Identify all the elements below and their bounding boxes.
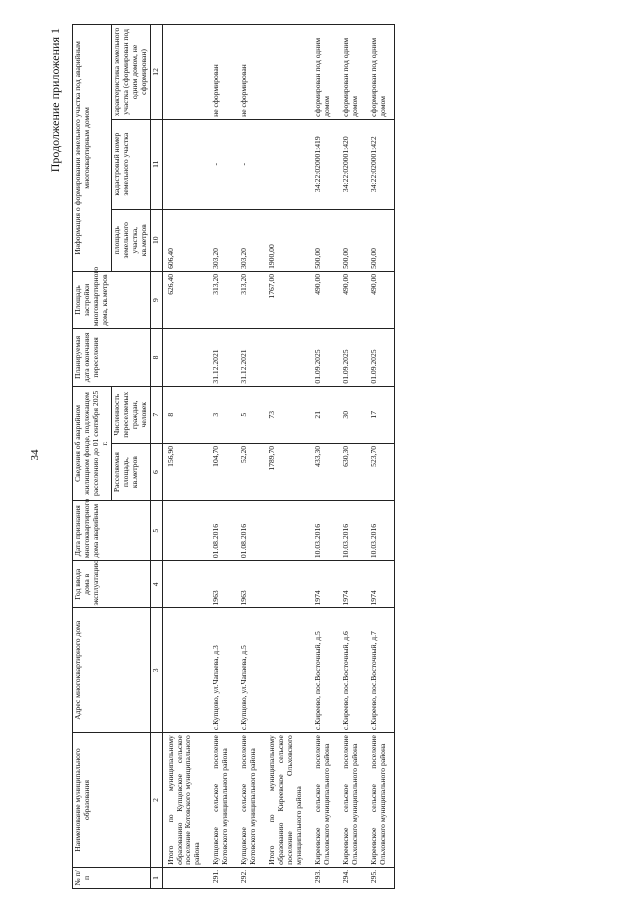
row-number: 291.: [208, 867, 236, 888]
year-cell: 1974: [366, 561, 394, 608]
table-row: [366, 25, 394, 889]
date-emergency-cell: 10.03.2016: [366, 501, 394, 561]
year-cell: [162, 561, 208, 608]
date-emergency-cell: 10.03.2016: [310, 501, 338, 561]
page-number: 34: [29, 449, 41, 461]
people-cell: 17: [366, 386, 394, 443]
people-cell: 5: [236, 386, 264, 443]
area-cell: 630,30: [338, 443, 366, 500]
municipality-cell: Итого по муниципальному образованию Киреевское сельское поселение Ольховского муниципального района: [264, 733, 310, 868]
area-cell: 1789,70: [264, 443, 310, 500]
land-area-cell: 303,20: [208, 209, 236, 271]
land-status-cell: сформирован под одним домом: [310, 25, 338, 120]
date-emergency-cell: 01.08.2016: [236, 501, 264, 561]
column-number: 4: [150, 561, 162, 608]
planned-date-cell: 31.12.2021: [236, 329, 264, 386]
column-number-row: [150, 25, 162, 889]
built-area-cell: 490,00: [366, 271, 394, 328]
column-number: 3: [150, 608, 162, 733]
built-area-cell: 313,20: [236, 271, 264, 328]
table-row: [264, 25, 310, 889]
column-number: 5: [150, 501, 162, 561]
municipality-cell: Киреевское сельское поселение Ольховского муниципального района: [310, 733, 338, 868]
people-cell: 73: [264, 386, 310, 443]
built-area-cell: 626,40: [162, 271, 208, 328]
header-cadastral: кадастровый номер земельного участка: [111, 119, 150, 209]
table-body: [162, 25, 394, 889]
built-area-cell: 313,20: [208, 271, 236, 328]
address-cell: с.Купцово, ул.Чапаева, д.5: [236, 608, 264, 733]
date-emergency-cell: [264, 501, 310, 561]
row-number: [162, 867, 208, 888]
address-cell: [162, 608, 208, 733]
address-cell: с.Киреево, пос.Восточный, д.7: [366, 608, 394, 733]
year-cell: 1963: [208, 561, 236, 608]
header-people: Численность переселяемых граждан, человек: [111, 386, 150, 443]
cadastral-cell: [162, 119, 208, 209]
row-number: [264, 867, 310, 888]
column-number: 10: [150, 209, 162, 271]
appendix-caption: Продолжение приложения 1: [48, 28, 62, 173]
column-number: 1: [150, 867, 162, 888]
people-cell: 8: [162, 386, 208, 443]
column-number: 8: [150, 329, 162, 386]
cadastral-cell: -: [236, 119, 264, 209]
header-built-area: Площадь застройки многоквартирного дома, кв.метров: [73, 271, 151, 328]
column-number: 12: [150, 25, 162, 120]
cadastral-cell: -: [208, 119, 236, 209]
column-number: 2: [150, 733, 162, 868]
cadastral-cell: 34:22:020001:420: [338, 119, 366, 209]
table-row: [208, 25, 236, 889]
land-status-cell: сформирован под одним домом: [338, 25, 366, 120]
column-number: 9: [150, 271, 162, 328]
land-area-cell: 500,00: [310, 209, 338, 271]
table-row: [310, 25, 338, 889]
land-area-cell: 606,40: [162, 209, 208, 271]
planned-date-cell: 01.09.2025: [310, 329, 338, 386]
table-row: [162, 25, 208, 889]
header-land-area: площадь земельного участка, кв.метров: [111, 209, 150, 271]
row-number: 294.: [338, 867, 366, 888]
land-status-cell: сформирован под одним домом: [366, 25, 394, 120]
column-number: 11: [150, 119, 162, 209]
planned-date-cell: 31.12.2021: [208, 329, 236, 386]
header-group-land: Информация о формировании земельного участка под аварийным многоквартирным домом: [73, 25, 112, 272]
people-cell: 3: [208, 386, 236, 443]
date-emergency-cell: 10.03.2016: [338, 501, 366, 561]
address-cell: с.Киреево, пос.Восточный, д.5: [310, 608, 338, 733]
date-emergency-cell: 01.08.2016: [208, 501, 236, 561]
land-status-cell: [264, 25, 310, 120]
header-planned-date: Планируемая дата окончания переселения: [73, 329, 151, 386]
date-emergency-cell: [162, 501, 208, 561]
land-area-cell: 303,20: [236, 209, 264, 271]
header-address: Адрес многоквартирного дома: [73, 608, 151, 733]
built-area-cell: 490,00: [338, 271, 366, 328]
row-number: 292.: [236, 867, 264, 888]
municipality-cell: Киреевское сельское поселение Ольховского муниципального района: [366, 733, 394, 868]
cadastral-cell: [264, 119, 310, 209]
table-header: [73, 25, 163, 889]
land-status-cell: [162, 25, 208, 120]
built-area-cell: 490,00: [310, 271, 338, 328]
year-cell: 1974: [310, 561, 338, 608]
cadastral-cell: 34:22:020001:419: [310, 119, 338, 209]
planned-date-cell: 01.09.2025: [366, 329, 394, 386]
table-row: [338, 25, 366, 889]
area-cell: 156,90: [162, 443, 208, 500]
built-area-cell: 1767,00: [264, 271, 310, 328]
header-date-emergency: Дата признания многоквартирного дома аварийным: [73, 501, 151, 561]
year-cell: 1974: [338, 561, 366, 608]
people-cell: 21: [310, 386, 338, 443]
area-cell: 523,70: [366, 443, 394, 500]
planned-date-cell: [264, 329, 310, 386]
row-number: 295.: [366, 867, 394, 888]
header-number: № п/п: [73, 867, 151, 888]
area-cell: 433,30: [310, 443, 338, 500]
land-area-cell: 500,00: [338, 209, 366, 271]
land-status-cell: не сформирован: [208, 25, 236, 120]
land-area-cell: 1900,00: [264, 209, 310, 271]
column-number: 6: [150, 443, 162, 500]
land-status-cell: не сформирован: [236, 25, 264, 120]
people-cell: 30: [338, 386, 366, 443]
planned-date-cell: 01.09.2025: [338, 329, 366, 386]
table-row: [236, 25, 264, 889]
municipality-cell: Купцовское сельское поселение Котовского муниципального района: [236, 733, 264, 868]
header-land-status: характеристика земельного участка (сформирован под одним домом, не сформирован): [111, 25, 150, 120]
land-area-cell: 500,00: [366, 209, 394, 271]
row-number: 293.: [310, 867, 338, 888]
municipality-cell: Итого по муниципальному образованию Купцовское сельское поселение Котовского муниципального района: [162, 733, 208, 868]
municipality-cell: Купцовское сельское поселение Котовского муниципального района: [208, 733, 236, 868]
header-year: Год ввода дома в эксплуатацию: [73, 561, 151, 608]
municipality-cell: Киреевское сельское поселение Ольховского муниципального района: [338, 733, 366, 868]
address-cell: [264, 608, 310, 733]
header-municipality: Наименование муниципального образования: [73, 733, 151, 868]
year-cell: [264, 561, 310, 608]
column-number: 7: [150, 386, 162, 443]
cadastral-cell: 34:22:020001:422: [366, 119, 394, 209]
header-group-emergency: Сведения об аварийном жилищном фонде, подлежащем расселению до 01 сентября 2025 г.: [73, 386, 112, 501]
housing-register-table: [72, 24, 395, 889]
area-cell: 52,20: [236, 443, 264, 500]
address-cell: с.Купцово, ул.Чапаева, д.3: [208, 608, 236, 733]
address-cell: с.Киреево, пос.Восточный, д.6: [338, 608, 366, 733]
planned-date-cell: [162, 329, 208, 386]
header-area: Расселяемая площадь, кв.метров: [111, 443, 150, 500]
year-cell: 1963: [236, 561, 264, 608]
area-cell: 104,70: [208, 443, 236, 500]
